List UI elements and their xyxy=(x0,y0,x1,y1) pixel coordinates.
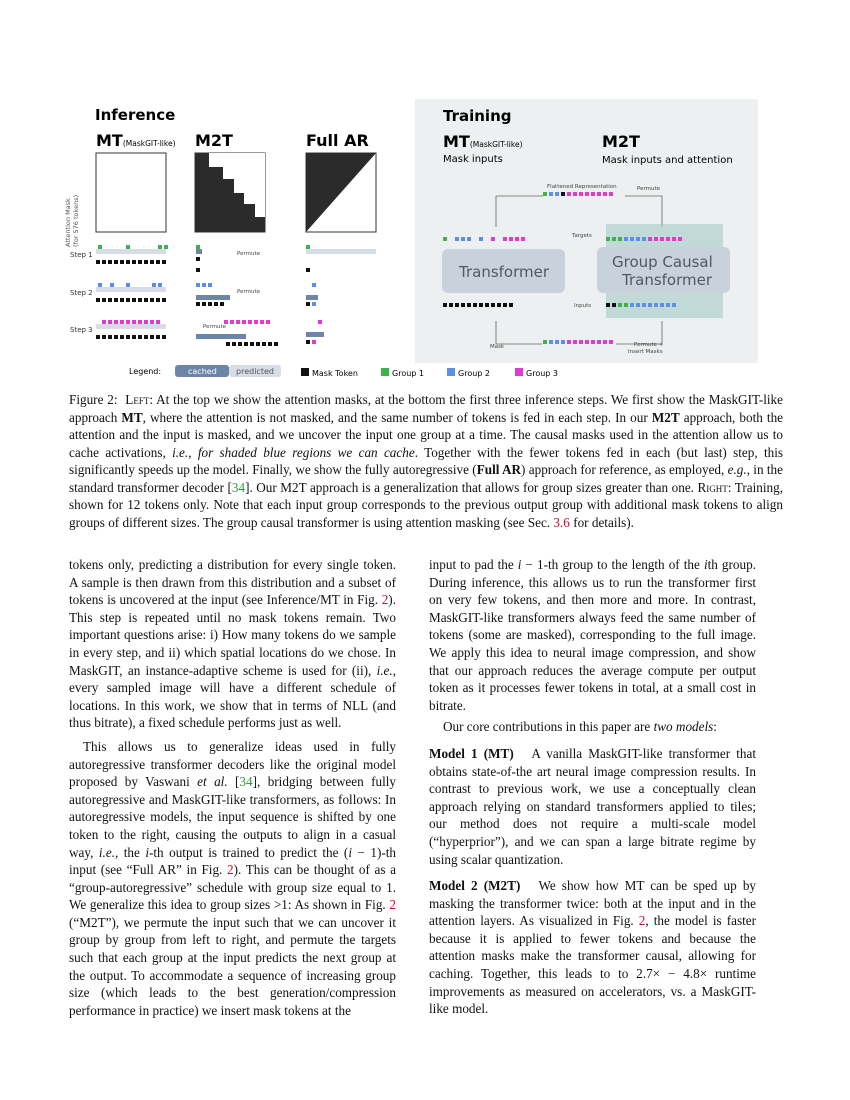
mask-token xyxy=(274,342,278,346)
cached-bar xyxy=(196,334,246,339)
output-token xyxy=(114,320,118,324)
input-token xyxy=(461,303,465,307)
output-token xyxy=(110,283,114,287)
body-text: − 1)-th input (see “Full AR” in Fig. xyxy=(69,844,396,878)
caption-text: , where the attention is not masked, and the same number of tokens is fed in each step. In our xyxy=(142,409,652,425)
inference-token-strips xyxy=(96,245,376,346)
col-fullar-title: Full AR xyxy=(306,131,369,150)
mask-token xyxy=(208,302,212,306)
permuted-token xyxy=(609,340,613,344)
caption-text: ) approach for reference, as employed, xyxy=(521,462,728,477)
mask-token xyxy=(102,335,106,339)
col-m2t-title: M2T xyxy=(195,131,233,150)
mask-token xyxy=(144,335,148,339)
mask-token xyxy=(138,260,142,264)
mask-token xyxy=(144,298,148,302)
output-token xyxy=(236,320,240,324)
target-token xyxy=(443,237,447,241)
input-token xyxy=(443,303,447,307)
model-2-paragraph xyxy=(429,877,756,1018)
predicted-bar xyxy=(96,287,166,292)
step1-permute-label: Permute xyxy=(237,251,261,257)
input-token xyxy=(654,303,658,307)
mask-token xyxy=(220,302,224,306)
caption-text: : At the top we show the attention masks, at the bottom the first three inference steps. We first show the MaskGIT-like approach xyxy=(69,392,783,425)
body-text: , every sampled image will have a different schedule of locations. In this work, we show that in terms of NLL (and thus bitrate), a fixed schedule performs just as well. xyxy=(69,662,396,731)
legend-group2-swatch xyxy=(447,368,455,376)
caption-right: Right xyxy=(697,479,728,495)
mask-token xyxy=(132,260,136,264)
output-token xyxy=(138,320,142,324)
flattened-token xyxy=(597,192,601,196)
output-token xyxy=(266,320,270,324)
body-italic: i.e. xyxy=(98,844,115,860)
output-token xyxy=(202,283,206,287)
target-token xyxy=(515,237,519,241)
input-token xyxy=(648,303,652,307)
target-token xyxy=(672,237,676,241)
mask-token xyxy=(232,342,236,346)
body-text: : xyxy=(713,719,717,735)
input-token xyxy=(509,303,513,307)
flattened-token xyxy=(549,192,553,196)
mask-token xyxy=(138,335,142,339)
output-token xyxy=(126,283,130,287)
math-i: i xyxy=(348,844,352,860)
output-token xyxy=(306,245,310,249)
mask-token xyxy=(256,342,260,346)
caption-text: , in the standard transformer decoder [ xyxy=(69,462,783,495)
caption-text: approach, both the attention and the input is masked, and we uncover the input one group at a time. The causal masks used in the attention allow us to cache activations, xyxy=(69,409,784,460)
mask-token xyxy=(132,335,136,339)
right-para-2 xyxy=(429,718,756,736)
legend-group1-swatch xyxy=(381,368,389,376)
target-token xyxy=(503,237,507,241)
input-token xyxy=(612,303,616,307)
output-token xyxy=(158,283,162,287)
transformer-label: Transformer xyxy=(459,263,550,281)
model-1-title: Model 1 (MT) xyxy=(429,745,514,761)
mask-token xyxy=(144,260,148,264)
output-token xyxy=(108,320,112,324)
figure-link[interactable]: 2 xyxy=(389,897,396,913)
output-token xyxy=(318,320,322,324)
permuted-token xyxy=(549,340,553,344)
mask-token xyxy=(108,260,112,264)
mask-token xyxy=(262,342,266,346)
legend-label: Legend: xyxy=(129,367,162,376)
target-token xyxy=(455,237,459,241)
input-token xyxy=(479,303,483,307)
input-token xyxy=(473,303,477,307)
target-token xyxy=(636,237,640,241)
left-para-2 xyxy=(69,738,396,1020)
output-token xyxy=(260,320,264,324)
output-token xyxy=(254,320,258,324)
mask-token xyxy=(150,260,154,264)
input-token xyxy=(666,303,670,307)
output-token xyxy=(144,320,148,324)
body-italic: two models xyxy=(653,719,714,735)
figure-link[interactable]: 2 xyxy=(381,592,389,608)
citation-link[interactable]: 34 xyxy=(239,774,253,790)
step-1-label: Step 1 xyxy=(70,251,93,259)
flattened-token xyxy=(555,192,559,196)
output-token xyxy=(312,283,316,287)
output-token xyxy=(164,245,168,249)
target-token xyxy=(461,237,465,241)
cached-bar xyxy=(306,332,324,337)
mask-label: Mask xyxy=(490,344,505,350)
mask-token xyxy=(126,260,130,264)
left-column xyxy=(69,556,396,1019)
mask-token xyxy=(162,298,166,302)
caption-text: , xyxy=(188,444,198,460)
output-token xyxy=(156,320,160,324)
body-text: − 1-th group to the length of the xyxy=(521,557,704,572)
target-token xyxy=(606,237,610,241)
body-text: -th output is trained to predict the ( xyxy=(149,844,349,860)
mask-token xyxy=(96,298,100,302)
flattened-token xyxy=(573,192,577,196)
figure-link[interactable]: 2 xyxy=(227,862,234,878)
caption-eg: e.g. xyxy=(727,462,747,477)
output-token xyxy=(102,320,106,324)
input-token xyxy=(497,303,501,307)
permuted-token xyxy=(579,340,583,344)
output-token xyxy=(98,245,102,249)
mt-attention-mask xyxy=(96,153,166,232)
inference-title: Inference xyxy=(95,106,176,124)
body-text: ). This can be thought of as a “group-autoregressive” schedule with group size equal to 1. We generalize this idea to group sizes >1: As shown in Fig. xyxy=(69,862,396,913)
step-3-label: Step 3 xyxy=(70,326,93,334)
input-token xyxy=(455,303,459,307)
output-token xyxy=(152,283,156,287)
mask-token xyxy=(162,335,166,339)
flattened-token xyxy=(567,192,571,196)
training-m2t-title: M2T xyxy=(602,132,640,151)
output-token xyxy=(248,320,252,324)
legend-mask-swatch xyxy=(301,368,309,376)
body-text: Our core contributions in this paper are xyxy=(443,719,654,735)
mask-token xyxy=(114,335,118,339)
caption-text: ]. Our M2T approach is a generalization that allows for group sizes greater than one. xyxy=(245,479,698,495)
flattened-representation-label: Flattened Representation xyxy=(547,184,617,190)
mask-token xyxy=(120,298,124,302)
mask-token xyxy=(126,335,130,339)
mask-token xyxy=(114,298,118,302)
mask-token xyxy=(196,257,200,261)
target-token xyxy=(660,237,664,241)
figure-link[interactable]: 2 xyxy=(638,913,646,929)
mask-token xyxy=(150,298,154,302)
caption-text: . Together with the fewer tokens fed in each (but last) step, this significantly speeds up the model. Finally, we show the fully autoregressive ( xyxy=(69,444,784,477)
permuted-token xyxy=(567,340,571,344)
caption-text: for details). xyxy=(569,514,634,530)
target-token xyxy=(630,237,634,241)
mask-token xyxy=(306,268,310,272)
input-token xyxy=(660,303,664,307)
right-para-1 xyxy=(429,556,756,714)
target-token xyxy=(479,237,483,241)
caption-m2t: M2T xyxy=(651,409,680,425)
mask-token xyxy=(196,268,200,272)
mask-token xyxy=(244,342,248,346)
target-token xyxy=(642,237,646,241)
output-token xyxy=(208,283,212,287)
training-mt-desc: Mask inputs xyxy=(443,154,503,165)
legend-cached: cached xyxy=(188,367,217,376)
body-text: , the model is faster because it is applied to fewer tokens and because the attention masks make the transformer causal, allowing for caching. Together, this leads to to 2.7× − 4.8× runtime improvements as measured on accelerators, vs. a MaskGIT-like model. xyxy=(429,913,757,1017)
target-token xyxy=(612,237,616,241)
model-1-paragraph xyxy=(429,745,756,868)
mask-token xyxy=(132,298,136,302)
flattened-token xyxy=(591,192,595,196)
target-token xyxy=(624,237,628,241)
permuted-token xyxy=(561,340,565,344)
caption-mt: MT xyxy=(121,409,143,425)
mask-token xyxy=(138,298,142,302)
mask-token xyxy=(268,342,272,346)
input-token xyxy=(491,303,495,307)
legend-mask: Mask Token xyxy=(312,369,358,378)
mask-token xyxy=(120,260,124,264)
mask-token xyxy=(196,302,200,306)
cached-bar xyxy=(196,295,230,300)
legend-group3: Group 3 xyxy=(526,369,558,378)
mask-token xyxy=(120,335,124,339)
mask-token xyxy=(108,335,112,339)
output-token xyxy=(158,245,162,249)
target-token xyxy=(648,237,652,241)
body-text: We show how MT can be sped up by masking the transformer twice: both at the input and in the attention layers. As visualized in Fig. xyxy=(429,878,757,929)
input-token xyxy=(606,303,610,307)
mask-token xyxy=(102,298,106,302)
caption-ie: i.e. xyxy=(172,444,189,460)
mask-token xyxy=(202,302,206,306)
permuted-token xyxy=(597,340,601,344)
math-i: i xyxy=(145,844,149,860)
target-token xyxy=(666,237,670,241)
target-token xyxy=(654,237,658,241)
body-text: input to pad the xyxy=(429,557,518,572)
cached-bar xyxy=(196,249,202,254)
group-causal-line2: Transformer xyxy=(622,271,713,289)
flattened-token xyxy=(603,192,607,196)
step-2-label: Step 2 xyxy=(70,289,93,297)
permuted-token xyxy=(591,340,595,344)
mask-token xyxy=(306,340,310,344)
mask-token xyxy=(126,298,130,302)
col-mt-title: MT(MaskGIT-like) xyxy=(96,131,176,150)
body-text: This allows us to generalize ideas used in fully autoregressive transformer decoders like the original model proposed by Vaswani xyxy=(69,738,396,790)
caption-label: Figure 2: xyxy=(69,392,118,407)
permuted-token xyxy=(543,340,547,344)
flattened-token xyxy=(543,192,547,196)
flattened-token xyxy=(609,192,613,196)
figure-2 xyxy=(64,97,758,387)
caption-fullar: Full AR xyxy=(476,462,522,477)
mask-token xyxy=(96,260,100,264)
body-text: [ xyxy=(227,774,240,790)
mask-token xyxy=(156,298,160,302)
section-link[interactable]: 3.6 xyxy=(553,514,570,530)
group-causal-line1: Group Causal xyxy=(612,253,713,271)
output-token xyxy=(120,320,124,324)
legend-group1: Group 1 xyxy=(392,369,424,378)
math-i: i xyxy=(703,557,708,572)
output-token xyxy=(196,245,200,249)
output-token xyxy=(196,283,200,287)
permuted-token xyxy=(603,340,607,344)
training-permute-label: Permute xyxy=(637,186,661,192)
input-token xyxy=(503,303,507,307)
permuted-token xyxy=(585,340,589,344)
left-para-1 xyxy=(69,556,396,732)
step2-permute-label: Permute xyxy=(237,289,261,295)
citation-link[interactable]: 34 xyxy=(231,479,246,495)
output-token xyxy=(312,302,316,306)
caption-left: Left xyxy=(125,392,150,407)
legend-group2: Group 2 xyxy=(458,369,490,378)
output-token xyxy=(312,340,316,344)
input-token xyxy=(485,303,489,307)
body-text: A vanilla MaskGIT-like transformer that obtains state-of-the art neural image compression results. In contrast to previous work, we use a conceptually clean approach relying on standard transformers applied to tiles; our method does not require a multi-scale model (“hyperprior”), and we can span a large bitrate regime by using scalar quantization. xyxy=(429,745,756,867)
body-text: (“M2T”), we permute the input such that we can uncover it group by group from left to right, and permute the targets such that each group at the input predicts the next group at the output. To accommodate a sequence of increasing group size (which leads to the best generation/compression performance in practice) we insert mask tokens at the xyxy=(69,914,396,1018)
output-token xyxy=(132,320,136,324)
target-token xyxy=(678,237,682,241)
training-m2t-desc: Mask inputs and attention xyxy=(602,155,733,166)
mask-token xyxy=(226,342,230,346)
flattened-token xyxy=(579,192,583,196)
flattened-token xyxy=(561,192,565,196)
body-italic: i.e. xyxy=(376,662,393,678)
input-token xyxy=(636,303,640,307)
input-token xyxy=(672,303,676,307)
body-text: , the xyxy=(115,844,146,860)
mask-token xyxy=(96,335,100,339)
math-i: i xyxy=(517,557,522,572)
body-text: tokens only, predicting a distribution for every single token. A sample is then drawn from this distribution and a subset of tokens is uncovered at the input (see Inference/MT in Fig. xyxy=(69,557,396,608)
mask-token xyxy=(156,260,160,264)
output-token xyxy=(230,320,234,324)
mask-token xyxy=(156,335,160,339)
mask-token xyxy=(214,302,218,306)
training-mt-title: MT(MaskGIT-like) xyxy=(443,132,523,151)
output-token xyxy=(126,245,130,249)
cached-bar xyxy=(306,295,318,300)
target-token xyxy=(467,237,471,241)
mask-token xyxy=(114,260,118,264)
predicted-bar xyxy=(96,324,166,329)
target-token xyxy=(521,237,525,241)
mask-token xyxy=(306,302,310,306)
figure-caption xyxy=(69,391,783,531)
right-column xyxy=(429,556,756,1018)
input-token xyxy=(449,303,453,307)
permuted-token xyxy=(555,340,559,344)
output-token xyxy=(242,320,246,324)
target-token xyxy=(491,237,495,241)
output-token xyxy=(98,283,102,287)
mask-token xyxy=(102,260,106,264)
body-italic: et al. xyxy=(197,774,228,790)
mask-token xyxy=(238,342,242,346)
mask-token xyxy=(162,260,166,264)
model-2-title: Model 2 (M2T) xyxy=(429,878,521,894)
attention-mask-label: Attention Mask(for 576 tokens) xyxy=(64,194,80,247)
caption-text: : Training, shown for 12 tokens only. Note that each input group corresponds to the previous output group with additional mask tokens to align groups of different sizes. The group causal transformer is using attention masking (see Sec. xyxy=(69,479,783,530)
body-text: ], bridging between fully autoregressive and MaskGIT-like transformers, as follows: In autoregressive models, the input sequence is shifted by one token to the right, causing the outputs to align in a casual way, xyxy=(69,774,396,860)
legend-group3-swatch xyxy=(515,368,523,376)
input-token xyxy=(467,303,471,307)
body-text: ). This step is repeated until no mask tokens remain. Two important questions arise: i) How many tokens do we sample in every step, and ii) which spatial locations do we chose. In MaskGIT, an instance-adaptive scheme is used for (ii), xyxy=(69,592,396,678)
training-title: Training xyxy=(443,107,512,125)
targets-label: Targets xyxy=(572,233,592,239)
input-token xyxy=(624,303,628,307)
output-token xyxy=(126,320,130,324)
input-token xyxy=(642,303,646,307)
input-token xyxy=(630,303,634,307)
predicted-bar xyxy=(96,249,166,254)
body-text: th group. During inference, this allows us to run the transformer first on very few tokens, and then more and more. In contrast, MaskGIT-like transformers always feed the same number of tokens (some are masked), corresponding to the full image. We apply this idea to neural image compression, and show that our approach reduces the average compute per output token as it processes fewer tokens in total, at a small cost in bitrate. xyxy=(429,557,756,713)
input-token xyxy=(618,303,622,307)
predicted-bar xyxy=(306,249,376,254)
mask-token xyxy=(250,342,254,346)
target-token xyxy=(509,237,513,241)
caption-shaded: for shaded blue regions we can cache xyxy=(197,444,415,460)
flattened-token xyxy=(585,192,589,196)
mask-token xyxy=(108,298,112,302)
target-token xyxy=(618,237,622,241)
inputs-label: Inputs xyxy=(574,303,592,309)
step3-permute-label: Permute xyxy=(203,324,227,330)
output-token xyxy=(150,320,154,324)
mask-token xyxy=(150,335,154,339)
permuted-token xyxy=(573,340,577,344)
permute-insert-masks-label: Permute + Insert Masks xyxy=(628,342,664,355)
legend-predicted: predicted xyxy=(236,367,274,376)
